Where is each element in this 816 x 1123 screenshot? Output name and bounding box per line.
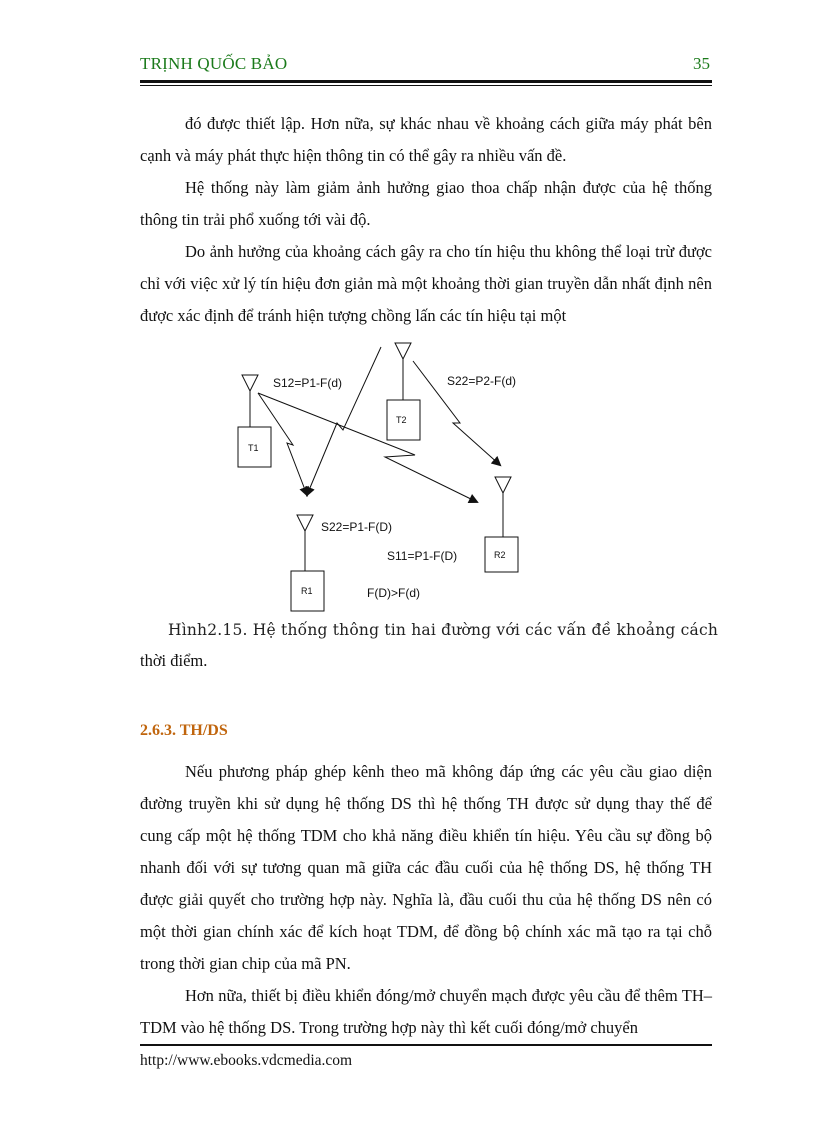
t1-label: T1 <box>248 443 259 453</box>
author-title: TRỊNH QUỐC BẢO <box>140 54 288 73</box>
header-rule <box>140 80 712 83</box>
section-heading: 2.6.3. TH/DS <box>140 722 228 739</box>
r2-label: R2 <box>494 550 506 560</box>
label-s11: S11=P1-F(D) <box>387 549 458 563</box>
body-text-top <box>140 108 712 332</box>
r1-antenna-icon <box>297 515 313 571</box>
path-t2-r1 <box>307 347 381 495</box>
paragraph: Do ảnh hưởng của khoảng cách gây ra cho tín hiệu thu không thể loại trừ được chỉ với việc xử lý tín hiệu đơn giản mà một khoảng thời gian truyền dẫn nhất định nên được xác định để tránh hiện tượng chồng lấn các tín hiệu tại một <box>140 242 712 325</box>
paragraph: Nếu phương pháp ghép kênh theo mã không đáp ứng các yêu cầu giao diện đường truyền khi sử dụng hệ thống DS thì hệ thống TH được sử dụng thay thế để cung cấp một hệ thống TDM cho khả năng điều khiển tín hiệu. Yêu cầu sự đồng bộ nhanh đối với sự tương quan mã giữa các đầu cuối của hệ thống DS, hệ thống TH được giải quyết cho trường hợp này. Nghĩa là, đầu cuối thu của hệ thống DS nên có một thời gian chính xác để kích hoạt TDM, để đồng bộ chính xác mã tạo ra tại chỗ trong thời gian chip của mã PN. <box>140 762 712 973</box>
label-s22-bottom: S22=P1-F(D) <box>321 520 393 534</box>
footer-url[interactable]: http://www.ebooks.vdcmedia.com <box>140 1052 353 1069</box>
t2-antenna-icon <box>395 343 411 400</box>
page-header <box>140 54 712 80</box>
page-number: 35 <box>693 54 710 73</box>
label-s12: S12=P1-F(d) <box>273 376 343 390</box>
body-text-bottom <box>140 756 712 1044</box>
t2-label: T2 <box>396 415 407 425</box>
figure-caption: Hình2.15. Hệ thống thông tin hai đường với các vấn đề khoảng cách <box>168 621 719 639</box>
two-path-diagram <box>215 335 535 615</box>
path-t1-r1 <box>258 393 307 495</box>
t1-antenna-icon <box>242 375 258 427</box>
path-t1-r2 <box>258 393 477 502</box>
label-compare: F(D)>F(d) <box>367 586 420 600</box>
label-s22-top: S22=P2-F(d) <box>447 374 517 388</box>
r2-antenna-icon <box>495 477 511 537</box>
caption-continuation: thời điểm. <box>140 651 208 670</box>
r1-label: R1 <box>301 586 313 596</box>
paragraph: Hệ thống này làm giảm ảnh hưởng giao thoa chấp nhận được của hệ thống thông tin trải phổ xuống tới vài độ. <box>140 178 712 229</box>
footer-rule <box>140 1044 712 1046</box>
paragraph: Hơn nữa, thiết bị điều khiển đóng/mở chuyển mạch được yêu cầu để thêm TH–TDM vào hệ thống DS. Trong trường hợp này thì kết cuối đóng/mở chuyển <box>140 986 712 1037</box>
header-rule-thin <box>140 85 712 86</box>
paragraph: đó được thiết lập. Hơn nữa, sự khác nhau về khoảng cách giữa máy phát bên cạnh và máy phát thực hiện thông tin có thể gây ra nhiều vấn đề. <box>140 114 712 165</box>
